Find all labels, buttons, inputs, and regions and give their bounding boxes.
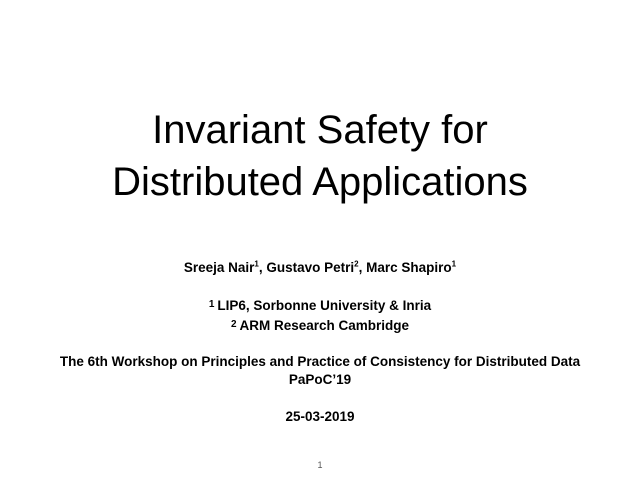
title-line-2: Distributed Applications [112,160,528,204]
author-name: Sreeja Nair [183,260,255,275]
author-name: Gustavo Petri [266,260,355,275]
title-line-1: Invariant Safety for [152,108,488,152]
author-affiliation-mark: 2 [354,259,359,269]
affiliation-1 [0,296,640,315]
author-affiliation-mark: 1 [451,259,457,269]
affiliation-number: 2 [230,319,237,330]
workshop-name: The 6th Workshop on Principles and Practice of Consistency for Distributed Data [59,354,581,369]
author-name: Marc Shapiro [366,260,452,275]
page-number: 1 [317,460,323,470]
workshop-acronym: PaPoC’19 [288,372,352,387]
affiliation-number: 1 [208,299,215,310]
affiliation-name: ARM Research Cambridge [239,318,410,333]
presentation-date: 25-03-2019 [285,409,355,424]
affiliation-name: LIP6, Sorbonne University & Inria [217,298,432,313]
slide-title [0,104,640,208]
affiliation-2 [0,316,640,335]
author-affiliation-mark: 1 [254,259,259,269]
author-list: Sreeja Nair$^1$, Gustavo Petri$^2$, Marc Shapiro$^1$ [183,259,457,275]
